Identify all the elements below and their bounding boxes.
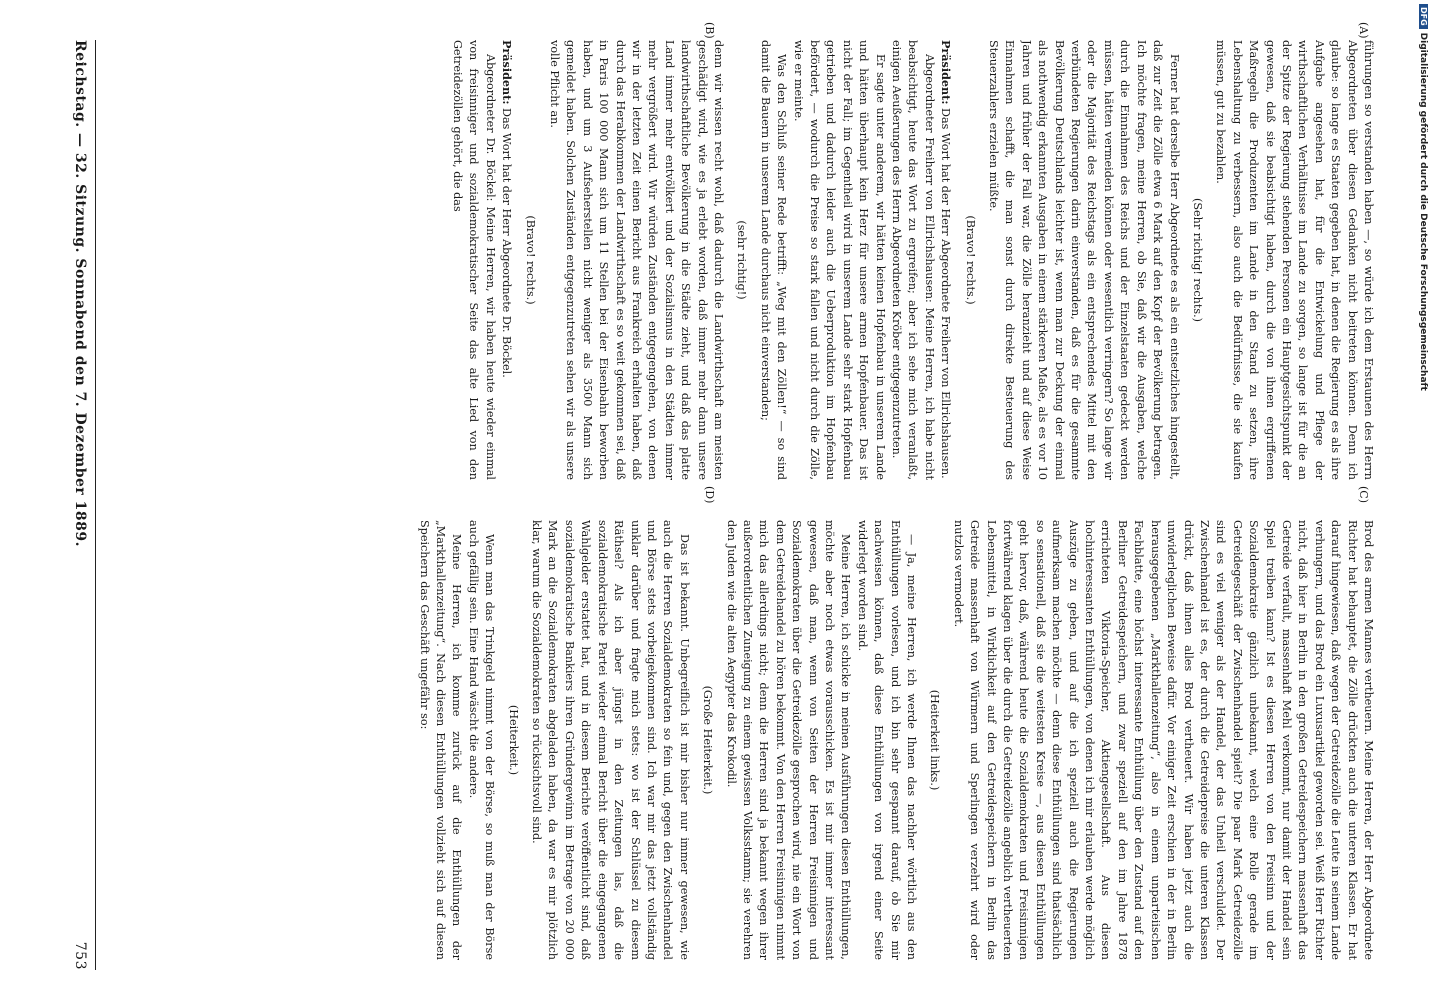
margin-marker-c: (C) [1357, 486, 1370, 503]
paragraph: — Ja, meine Herren, ich werde Ihnen das nachher wörtlich aus den Enthüllungen vorlesen, und ich bin sehr gespannt darauf, ob Sie mir nachweisen können, daß diese Enthüllungen von irgend einer Seite widerlegt worden sind. [855, 520, 919, 960]
interjection: (Große Heiterkeit.) [701, 685, 715, 795]
paragraph: Wenn man das Trinkgeld nimmt von der Börse, so muß man der Börse auch gefällig sein. Eine Hand wäscht die andere. [466, 520, 497, 960]
interjection: (Heiterkeit links.) [928, 689, 942, 791]
dfg-logo: DFG [1419, 4, 1428, 29]
margin-marker-d: (D) [703, 486, 716, 504]
paragraph: führungen so verstanden haben —, so würde ich dem Erstaunen des Herrn Abgeordneten über diesen Gedanken nicht beitreten können. Denn ich glaube: so lange es Staaten gegeben hat, in denen die Regierung es als ihre Aufgabe angesehen hat, für die Entwickelung und Pflege der wirthschaftlichen Verhältnisse im Lande zu sorgen, so lange ist für die an der Spitze der Regierung stehenden Personen ein Hauptgesichtspunkt der gewesen, daß sie beabsichtigt haben, durch die von ihnen ergriffenen Maßregeln die Produzenten im Lande in den Stand zu setzen, ihre Lebenshaltung zu verbessern, also auch die Bedürfnisse, die sie kaufen müssen, gut zu bezahlen. [1214, 40, 1375, 480]
digitization-credit [1414, 0, 1432, 1000]
paragraph: Ferner hat derselbe Herr Abgeordnete es als ein entsetzliches hingestellt, daß zur Zeit die Zölle etwa 6 Mark auf den Kopf der Bevölkerung betragen. Ich möchte fragen, meine Herren, ob Sie, daß wir die Ausgaben, welche durch die Einnahmen des Reichs und der Einzelstaaten gedeckt werden müssen, hätten vermeiden können oder wesentlich verringern? So lange wir oder die Majorität des Reichstags als ein entsprechendes Mittel mit den verbündeten Regierungen darin einverstanden, daß es für die gesammte Bevölkerung Deutschlands leichter ist, wenn man zur Deckung der einmal als nothwendig erkannten Ausgaben in einem stärkeren Maße, als es vor 10 Jahren und früher der Fall war, die Zölle heranzieht und auf diese Weise Einnahmen schafft, die man sonst durch direkte Besteuerung des Steuerzahlers erzielen müßte. [987, 40, 1181, 480]
margin-marker-a: (A) [1357, 22, 1370, 39]
speaker-label: Präsident: [500, 40, 515, 105]
interjection: (sehr richtig!) [735, 220, 749, 300]
paragraph: denn wir wissen recht wohl, daß dadurch die Landwirthschaft am meisten geschädigt wird, wie es ja erlebt worden, daß immer mehr dann unsere landwirthschaftliche Bevölkerung in die Städte zieht, und daß das platte Land immer mehr entvölkert und der Sozialismus in den Städten immer mehr vergrößert wird. Wir würden Zuständen entgegengehen, von denen wir in der letzten Zeit einen Bericht aus Frankreich erhalten haben, daß durch das Herabkommen der Landwirthschaft es so weit gekommen sei, daß in Paris 100 000 Mann sich um 11 Stellen bei der Eisenbahn beworben haben, und um 3 Aufseherstellen nicht weniger als 3500 Mann sich gemeldet haben. Solchen Zuständen entgegenzutreten sehen wir als unsere volle Pflicht an. [547, 40, 725, 480]
paragraph [498, 40, 515, 480]
interjection: (Bravo! rechts.) [963, 215, 977, 305]
running-title: Reichstag. — 32. Sitzung. Sonnabend den 7. Dezember 1889. [72, 40, 88, 548]
credit-text: Digitalisierung gefördert durch die Deutsche Forschungsgemeinschaft [1418, 32, 1428, 391]
paragraph: Abgeordneter Dr. Böckel: Meine Herren, wir haben heute wieder einmal von freisinniger und sozialdemokratischer Seite das alte Lied von den Getreidezöllen gehört, die das [450, 40, 497, 480]
paragraph: Das ist bekannt. Unbegreiflich ist mir bisher nur immer gewesen, wie auch die Herren Sozialdemokraten so fein und, gegen den Zwischenhandel und Börse stets vorbeigekommen sind. Ich war mir das jetzt vollständig unklar darüber und fragte mich stets: wo ist der Schlüssel zu diesem Räthsel? Als ich aber jüngst in den Zeitungen las, daß die sozialdemokratische Partei wieder einmal Bericht über die eingegangenen Wahlgelder erstattet hat, und in diesem Berichte veröffentlicht sind, daß sozialdemokratische Bankiers ihren Gründergewinn im Betrage von 20 000 Mark an die Sozialdemokraten abgeladen haben, da war es mir plötzlich klar, warum die Sozialdemokraten so rücksichtsvoll sind. [530, 520, 691, 960]
page-number: 753 [72, 941, 88, 970]
paragraph: Meine Herren, ich komme zurück auf die Enthüllungen der „Markthallenzeitung“. Nach diesen Enthüllungen vollzieht sich auf diesen Speichern das Geschäft ungefähr so: [417, 520, 464, 960]
interjection: (Bravo! rechts.) [524, 215, 538, 305]
document-page [16, 0, 1416, 1000]
speaker-label: Präsident: [939, 40, 954, 105]
paragraph: Was den Schluß seiner Rede betrifft: „Weg mit den Zöllen!“ — so sind damit die Bauern in unserem Lande durchaus nicht einverstanden; [758, 40, 789, 480]
paragraph: Meine Herren, ich schicke in meinen Ausführungen diesen Enthüllungen, möchte aber noch etwas vorausschicken. Es ist mir immer interessant gewesen, daß man, wenn von Seiten der Herren Freisinnigen und Sozialdemokraten über die Getreidezölle gesprochen wird, nie ein Wort von dem Getreidehandel zu hören bekommt. Von den Herren Freisinnigen nimmt mich das allerdings nicht; denn die Herren sind ja bekannt wegen ihrer außerordentlichen Zuneigung zu einem gewissen Volksstamm; sie verehren den Juden wie die alten Aegypter das Krokodil. [724, 520, 853, 960]
paragraph-text: Das Wort hat der Herr Abgeordnete Freiherr von Ellrichshausen. [939, 104, 953, 479]
interjection: (Sehr richtig! rechts.) [1190, 197, 1204, 323]
interjection: (Heiterkeit.) [506, 704, 520, 776]
text-column-right [116, 520, 1376, 960]
margin-marker-b: (B) [703, 22, 716, 39]
paragraph: Brod des armen Mannes vertheuern. Meine Herren, der Herr Abgeordnete Richter hat behauptet, die Zölle drückten auch die unteren Klassen. Er hat darauf hingewiesen, daß wegen der Getreidezölle die Leute in seinem Lande verhungern, und das Brod ein Luxusartikel geworden sei. Weiß Herr Richter nicht, daß hier in Berlin in den großen Getreidespeichern massenhaft das Getreide verfault, massenhaft Mehl verkommt, nur damit der Handel sein Spiel treiben kann? Ist es diesen Herren von den Freisinn und der Sozialdemokratie gänzlich unbekannt, welch eine Rolle gerade im Getreidegeschäft der Zwischenhandel spielt? Die paar Mark Getreidezölle sind es viel weniger als der Handel, der das Unheil verschuldet. Der Zwischenhandel ist es, der durch die Getreidepreise die unteren Klassen drückt, daß ihnen alles Brod vertheuert. Wir haben jetzt auch die unwiderleglichen Beweise dafür. Vor einiger Zeit erschien in der in Berlin herausgegebenen „Markthallenzeitung“, also in einem unparteiischen Fachblatte, eine höchst interessante Enthüllung über den Zustand auf den Berliner Getreidespeichern, und zwar speziell auf den im Jahre 1878 errichteten Viktoria-Speicher, Aktiengesellschaft. Aus diesen hochinteressanten Enthüllungen, von denen ich mir erlauben werde möglich Auszüge zu geben, und auf die ich speziell auch die Regierungen aufmerksam machen möchte — denn diese Enthüllungen sind thatsächlich so sensationell, daß sie die weitesten Kreise —, aus diesen Enthüllungen geht hervor, daß, während heute die Sozialdemokraten und Freisinnigen fortwährend klagen über die durch die Getreidezölle angeblich vertheuerten Lebensmittel, in Wirklichkeit auf den Getreidespeichern in Berlin das Getreide massenhaft von Würmern und Sperlingen verzehrt wird oder nutzlos vermodert. [951, 520, 1375, 960]
paragraph: Abgeordneter Freiherr von Ellrichshausen: Meine Herren, ich habe nicht beabsichtigt, heute das Wort zu ergreifen; aber ich sehe mich veranlaßt, einigen Aeußerungen des Herrn Abgeordneten Kröber entgegenzutreten. [890, 40, 936, 480]
paragraph [937, 40, 954, 480]
page-header [65, 40, 96, 970]
paragraph-text: Das Wort hat der Herr Abgeordnete Dr. Böckel. [500, 104, 514, 378]
paragraph: Er sagte unter anderem, wir hätten keinen Hopfenbau in unserem Lande und hätten überhaupt kein Herz für unsere armen Hopfenbauer. Das ist nicht der Fall; im Gegentheil wird in unserem Lande sehr stark Hopfenbau getrieben und dadurch leider auch die Ueberproduktion im Hopfenbau befördert, — wodurch die Preise so stark fallen und nicht durch die Zölle, wie er meinte. [791, 40, 887, 480]
text-column-left [116, 40, 1376, 480]
